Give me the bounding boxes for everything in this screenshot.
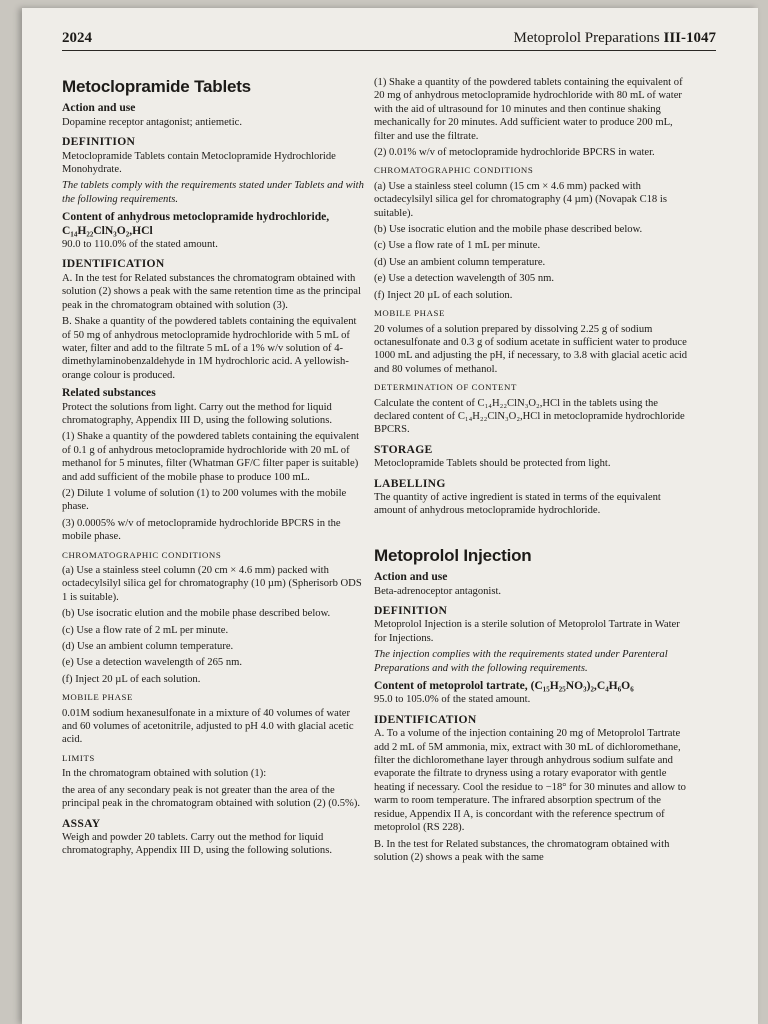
assay-heading: ASSAY: [62, 816, 101, 830]
content-text: 90.0 to 110.0% of the stated amount.: [62, 239, 218, 251]
related-solution-2: (2) Dilute 1 volume of solution (1) to 200 volumes with the mobile phase.: [62, 487, 347, 513]
limits-heading: LIMITS: [62, 752, 95, 763]
chrom2-condition-e: (e) Use a detection wavelength of 305 nm.: [374, 273, 555, 285]
related-solution-3: (3) 0.0005% w/v of metoclopramide hydrochloride BPCRS in the mobile phase.: [62, 517, 341, 543]
section-spacer: [374, 521, 690, 545]
identification-a: A. In the test for Related substances the chromatogram obtained with solution (2) shows a peak with the same retention time as the principal peak in the chromatogram obtained with solution (3).: [62, 272, 361, 311]
chromatographic-heading: CHROMATOGRAPHIC CONDITIONS: [62, 549, 222, 560]
limits-text-2: the area of any secondary peak is not greater than the area of the principal peak in the chromatogram obtained with solution (2) (0.5%).: [62, 784, 361, 810]
chrom-condition-f: (f) Inject 20 µL of each solution.: [62, 673, 201, 685]
document-page: [22, 8, 758, 1024]
chrom2-condition-f: (f) Inject 20 µL of each solution.: [374, 289, 513, 301]
labelling-text: The quantity of active ingredient is stated in terms of the equivalent amount of anhydrous metoclopramide hydrochloride.: [374, 491, 661, 517]
related-solution-1: (1) Shake a quantity of the powdered tablets containing the equivalent of 0.1 g of anhydrous metoclopramide hydrochloride with 20 mL of methanol for 5 minutes, filter (Whatman GF/C filter paper is suitable) and add sufficient of the mobile phase to produce 100 mL.: [62, 431, 360, 483]
definition-heading: DEFINITION: [62, 135, 136, 149]
chrom-condition-c: (c) Use a flow rate of 2 mL per minute.: [62, 624, 229, 636]
mobile-phase-heading: MOBILE PHASE: [62, 692, 133, 703]
labelling-heading: LABELLING: [374, 476, 446, 490]
determination-text: Calculate the content of C₁₄H₂₂ClN₃O₂,HCl in the tablets using the declared content of C₁₄H₂₂ClN₃O₂,HCl in metoclopramide hydrochloride BPCRS.: [374, 397, 685, 436]
mobile-phase-text: 0.01M sodium hexanesulfonate in a mixture of 40 volumes of water and 60 volumes of acetonitrile, adjusted to pH 4.0 with glacial acetic acid.: [62, 707, 354, 746]
chrom2-condition-b: (b) Use isocratic elution and the mobile phase described below.: [374, 224, 643, 236]
storage-text: Metoclopramide Tablets should be protected from light.: [374, 458, 611, 470]
running-header: [62, 24, 716, 51]
action-text: Dopamine receptor antagonist; antiemetic.: [62, 116, 243, 128]
chrom2-condition-d: (d) Use an ambient column temperature.: [374, 256, 546, 268]
related-text: Protect the solutions from light. Carry out the method for liquid chromatography, Appendix III D, using the following solutions.: [62, 401, 333, 426]
assay-solution-1: (1) Shake a quantity of the powdered tablets containing the equivalent of 20 mg of anhydrous metoclopramide hydrochloride with 80 mL of water with the aid of ultrasound for 10 minutes and then continue shaking mechanically for 20 minutes. Add sufficient water to produce 200 mL, filter and use the filtrate.: [374, 77, 683, 142]
definition-text-2: Metoprolol Injection is a sterile solution of Metoprolol Tartrate in Water for Injections.: [374, 619, 680, 644]
identification-heading-2: IDENTIFICATION: [374, 712, 477, 726]
chrom-condition-d: (d) Use an ambient column temperature.: [62, 641, 234, 653]
chrom2-condition-a: (a) Use a stainless steel column (15 cm × 4.6 mm) packed with octadecylsilyl silica gel for chromatography (4 µm) (Novapak C18 is suitable).: [374, 180, 667, 219]
action-text-2: Beta-adrenoceptor antagonist.: [374, 585, 502, 597]
volume-page: III-1047: [663, 30, 716, 46]
definition-heading-2: DEFINITION: [374, 604, 448, 617]
assay-text: Weigh and powder 20 tablets. Carry out the method for liquid chromatography, Appendix III D, using the following solutions.: [62, 831, 333, 857]
storage-heading: STORAGE: [374, 442, 433, 456]
mobile-phase-text-2: 20 volumes of a solution prepared by dissolving 2.25 g of sodium octanesulfonate and 0.3 g of sodium acetate in sufficient water to produce 1000 mL and adjusting the pH, if necessary, to 3.8 with glacial acetic acid and 80 volumes of methanol.: [374, 323, 688, 375]
content-heading: Content of anhydrous metoclopramide hydrochloride, C₁₄H₂₂ClN₃O₂,HCl: [62, 210, 330, 237]
definition-note: The tablets comply with the requirements stated under Tablets and with the following requirements.: [62, 180, 364, 205]
running-title: [514, 30, 717, 47]
identification-a-2: A. To a volume of the injection containing 20 mg of Metoprolol Tartrate add 2 mL of 5M ammonia, mix, extract with 30 mL of dichloromethane, filter the dichloromethane layer through anhydrous sodium sulfate and evaporate the filtrate to dryness using a rotary evaporator with gentle heating if necessary. Cool the residue to −18° for 30 minutes and allow to warm to room temperature. The infrared absorption spectrum of the residue, Appendix II A, is concordant with the reference spectrum of metoprolol (RS 228).: [374, 728, 686, 834]
action-heading: Action and use: [62, 101, 136, 115]
running-title-text: Metoprolol Preparations: [513, 30, 660, 46]
content-text-2: 95.0 to 105.0% of the stated amount.: [374, 694, 531, 706]
determination-heading: DETERMINATION OF CONTENT: [374, 382, 517, 393]
monograph-title-2: Metoprolol Injection: [374, 545, 532, 565]
chrom-condition-b: (b) Use isocratic elution and the mobile phase described below.: [62, 608, 331, 620]
left-column: [62, 76, 364, 861]
identification-b-2: B. In the test for Related substances, the chromatogram obtained with solution (2) shows a peak with the same: [374, 838, 670, 863]
chromatographic-heading-2: CHROMATOGRAPHIC CONDITIONS: [374, 165, 534, 176]
monograph-title: Metoclopramide Tablets: [62, 77, 251, 96]
assay-solution-2: (2) 0.01% w/v of metoclopramide hydrochloride BPCRS in water.: [374, 147, 655, 159]
mobile-phase-heading-2: MOBILE PHASE: [374, 308, 445, 319]
chrom-condition-a: (a) Use a stainless steel column (20 cm × 4.6 mm) packed with octadecylsilyl silica gel for chromatography (10 µm) (Spherisorb ODS 1 is suitable).: [62, 565, 362, 603]
related-heading: Related substances: [62, 386, 156, 400]
chrom-condition-e: (e) Use a detection wavelength of 265 nm.: [62, 657, 243, 669]
chrom2-condition-c: (c) Use a flow rate of 1 mL per minute.: [374, 240, 541, 252]
limits-text-1: In the chromatogram obtained with solution (1):: [62, 768, 267, 780]
content-heading-2: Content of metoprolol tartrate, (C₁₅H₂₅NO₃)₂,C₄H₆O₆: [374, 679, 634, 693]
definition-text: Metoclopramide Tablets contain Metoclopramide Hydrochloride Monohydrate.: [62, 150, 336, 176]
action-heading-2: Action and use: [374, 570, 448, 584]
definition-note-2: The injection complies with the requirements stated under Parenteral Preparations and with the following requirements.: [374, 649, 668, 674]
right-column: [374, 76, 690, 867]
identification-b: B. Shake a quantity of the powdered tablets containing the equivalent of 50 mg of anhydrous metoclopramide hydrochloride with 5 mL of water, filter and add to the filtrate 5 mL of a 1% w/v solution of 4-dimethylaminobenzaldehyde in 1M hydrochloric acid. A yellowish-orange colour is produced.: [62, 316, 357, 381]
page-number: 2024: [62, 30, 92, 46]
identification-heading: IDENTIFICATION: [62, 257, 165, 271]
